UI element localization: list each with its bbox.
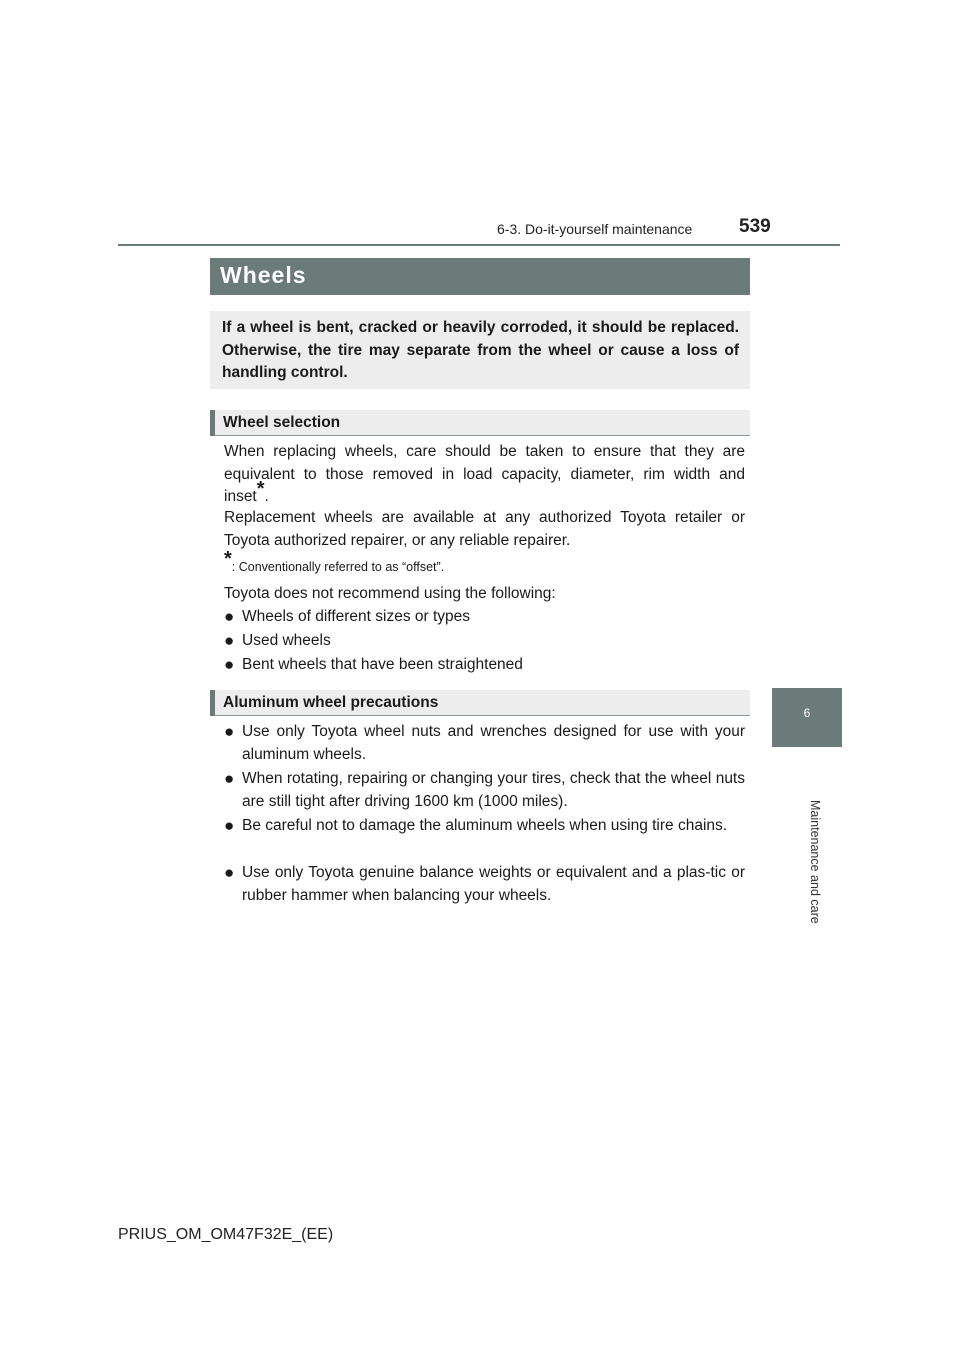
heading-accent-bar <box>210 690 215 716</box>
bullet-icon: ● <box>224 816 235 835</box>
document-code: PRIUS_OM_OM47F32E_(EE) <box>118 1226 334 1243</box>
list-item-text: Wheels of different sizes or types <box>242 608 471 625</box>
bullet-icon: ● <box>224 607 235 626</box>
bullet-icon: ● <box>224 769 235 788</box>
bullet-icon: ● <box>224 722 235 741</box>
footnote-text: : Conventionally referred to as “offset”. <box>231 560 445 574</box>
header-divider <box>118 244 840 246</box>
list-item <box>224 606 745 629</box>
section-title: 6-3. Do-it-yourself maintenance <box>497 221 693 237</box>
list-item-text: Used wheels <box>242 632 331 649</box>
page-title: Wheels <box>220 262 307 288</box>
title-bar <box>210 258 750 295</box>
list-item <box>224 862 745 907</box>
wheel-selection-heading <box>210 410 750 436</box>
heading-accent-bar <box>210 410 215 436</box>
intro-box <box>210 311 750 389</box>
list-item-text: Use only Toyota wheel nuts and wrenches designed for use with your aluminum wheels. <box>242 723 745 763</box>
page-number: 539 <box>739 216 771 237</box>
chapter-label: Maintenance and care <box>808 800 822 924</box>
wheel-selection-para-a: When replacing wheels, care should be taken to ensure that they are equivalent to those removed in load capacity, diameter, rim width and inset <box>224 443 745 505</box>
bullet-icon: ● <box>224 863 235 882</box>
wheel-selection-paragraph <box>224 441 745 509</box>
bullet-icon: ● <box>224 655 235 674</box>
list-item-text: When rotating, repairing or changing your tires, check that the wheel nuts are still tight after driving 1600 km (1000 miles). <box>242 770 745 810</box>
list-item <box>224 654 745 677</box>
wheel-selection-para-b: . <box>264 488 269 505</box>
recommend-lead: Toyota does not recommend using the following: <box>224 585 556 602</box>
chapter-number: 6 <box>803 706 811 720</box>
replacement-paragraph: Replacement wheels are available at any authorized Toyota retailer or Toyota authorized repairer, or any reliable repairer. <box>224 509 745 549</box>
bullet-icon: ● <box>224 631 235 650</box>
aluminum-heading-text: Aluminum wheel precautions <box>223 694 439 711</box>
aluminum-heading <box>210 690 750 716</box>
intro-text: If a wheel is bent, cracked or heavily corroded, it should be replaced. Otherwise, the tire may separate from the wheel or cause a loss of handling control. <box>222 319 739 381</box>
chapter-tab <box>772 688 842 747</box>
list-item <box>224 815 745 838</box>
list-item-text: Be careful not to damage the aluminum wheels when using tire chains. <box>242 817 728 834</box>
footnote-asterisk: * <box>224 548 232 570</box>
asterisk-marker: * <box>256 478 265 500</box>
list-item-text: Use only Toyota genuine balance weights or equivalent and a plas-tic or rubber hammer when balancing your wheels. <box>242 864 745 904</box>
footnote <box>224 548 745 579</box>
list-item <box>224 768 745 813</box>
wheel-selection-heading-text: Wheel selection <box>223 414 341 431</box>
list-item <box>224 630 745 653</box>
list-item <box>224 721 745 766</box>
list-item-text: Bent wheels that have been straightened <box>242 656 523 673</box>
